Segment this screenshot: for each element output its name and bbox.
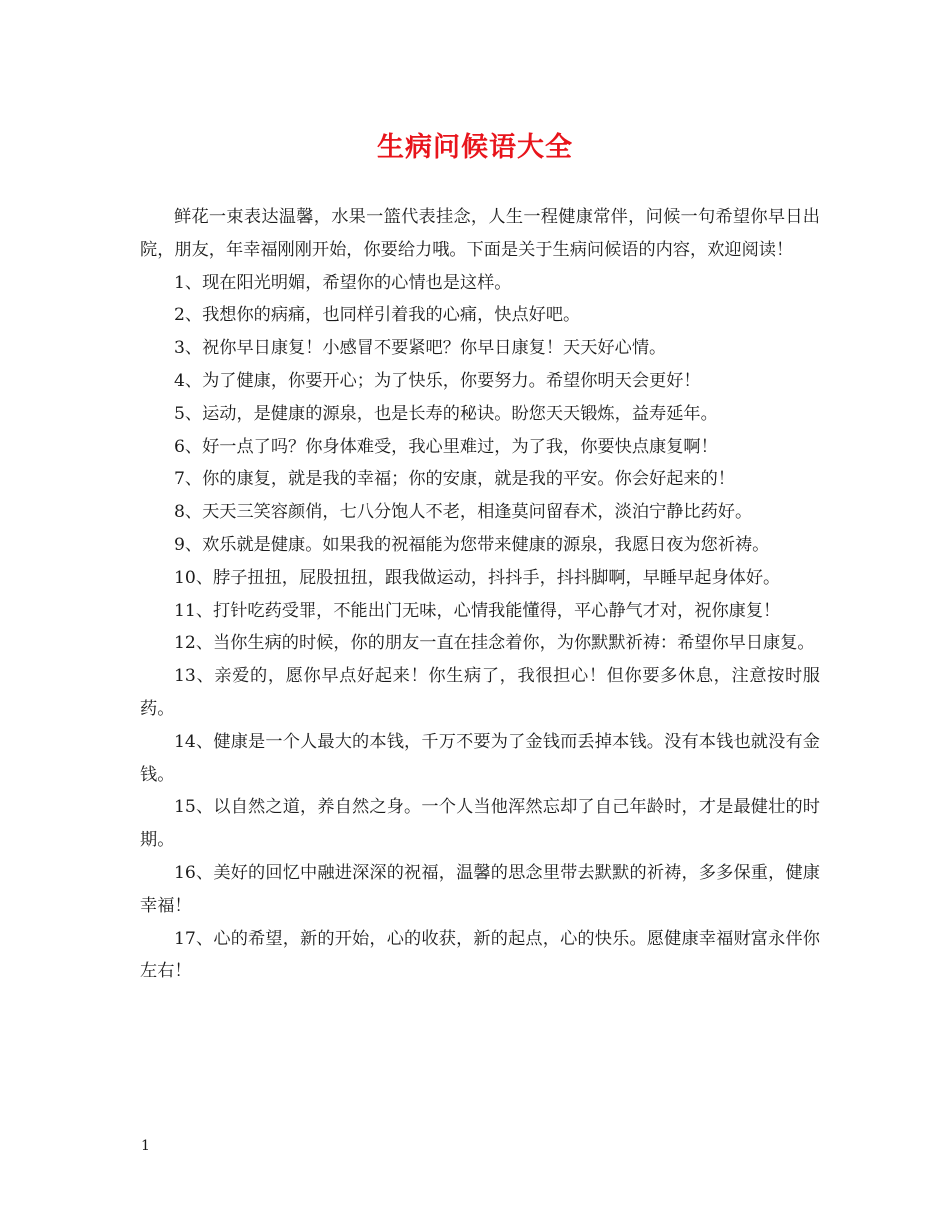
- list-item-13: 13、亲爱的，愿你早点好起来！你生病了，我很担心！但你要多休息，注意按时服药。: [140, 666, 820, 719]
- list-item-10: 10、脖子扭扭，屁股扭扭，跟我做运动，抖抖手，抖抖脚啊，早睡早起身体好。: [174, 567, 781, 588]
- list-item-7: 7、你的康复，就是我的幸福；你的安康，就是我的平安。你会好起来的！: [174, 469, 735, 490]
- list-item-1: 1、现在阳光明媚，希望你的心情也是这样。: [174, 272, 512, 293]
- list-item-17: 17、心的希望，新的开始，心的收获，新的起点，心的快乐。愿健康幸福财富永伴你左右！: [140, 928, 820, 982]
- list-item-15: 15、以自然之道，养自然之身。一个人当他浑然忘却了自己年龄时，才是最健壮的时期。: [140, 797, 820, 851]
- list-item-12: 12、当你生病的时候，你的朋友一直在挂念着你，为你默默祈祷：希望你早日康复。: [174, 633, 815, 654]
- document-title: 生病问候语大全: [377, 132, 573, 163]
- list-item-9: 9、欢乐就是健康。如果我的祝福能为您带来健康的源泉，我愿日夜为您祈祷。: [174, 534, 770, 555]
- intro-paragraph: 鲜花一束表达温馨，水果一篮代表挂念，人生一程健康常伴，问候一句希望你早日出院，朋友，年幸福刚刚开始，你要给力哦。下面是关于生病问候语的内容，欢迎阅读！: [140, 207, 820, 260]
- list-item-11: 11、打针吃药受罪，不能出门无味，心情我能懂得，平心静气才对，祝你康复！: [174, 600, 781, 621]
- list-item-2: 2、我想你的病痛，也同样引着我的心痛，快点好吧。: [174, 305, 581, 326]
- list-item-14: 14、健康是一个人最大的本钱，千万不要为了金钱而丢掉本钱。没有本钱也就没有金钱。: [140, 731, 820, 785]
- list-item-3: 3、祝你早日康复！小感冒不要紧吧？你早日康复！天天好心情。: [174, 338, 667, 359]
- list-item-16: 16、美好的回忆中融进深深的祝福，温馨的思念里带去默默的祈祷，多多保重，健康幸福！: [140, 862, 820, 916]
- page-number: 1: [141, 1138, 150, 1154]
- list-item-4: 4、为了健康，你要开心；为了快乐，你要努力。希望你明天会更好！: [174, 370, 701, 391]
- list-item-6: 6、好一点了吗？你身体难受，我心里难过，为了我，你要快点康复啊！: [174, 436, 718, 457]
- list-item-8: 8、天天三笑容颜俏，七八分饱人不老，相逢莫问留春术，淡泊宁静比药好。: [174, 502, 753, 523]
- list-item-5: 5、运动，是健康的源泉，也是长寿的秘诀。盼您天天锻炼，益寿延年。: [174, 403, 718, 424]
- document-body: [140, 201, 820, 988]
